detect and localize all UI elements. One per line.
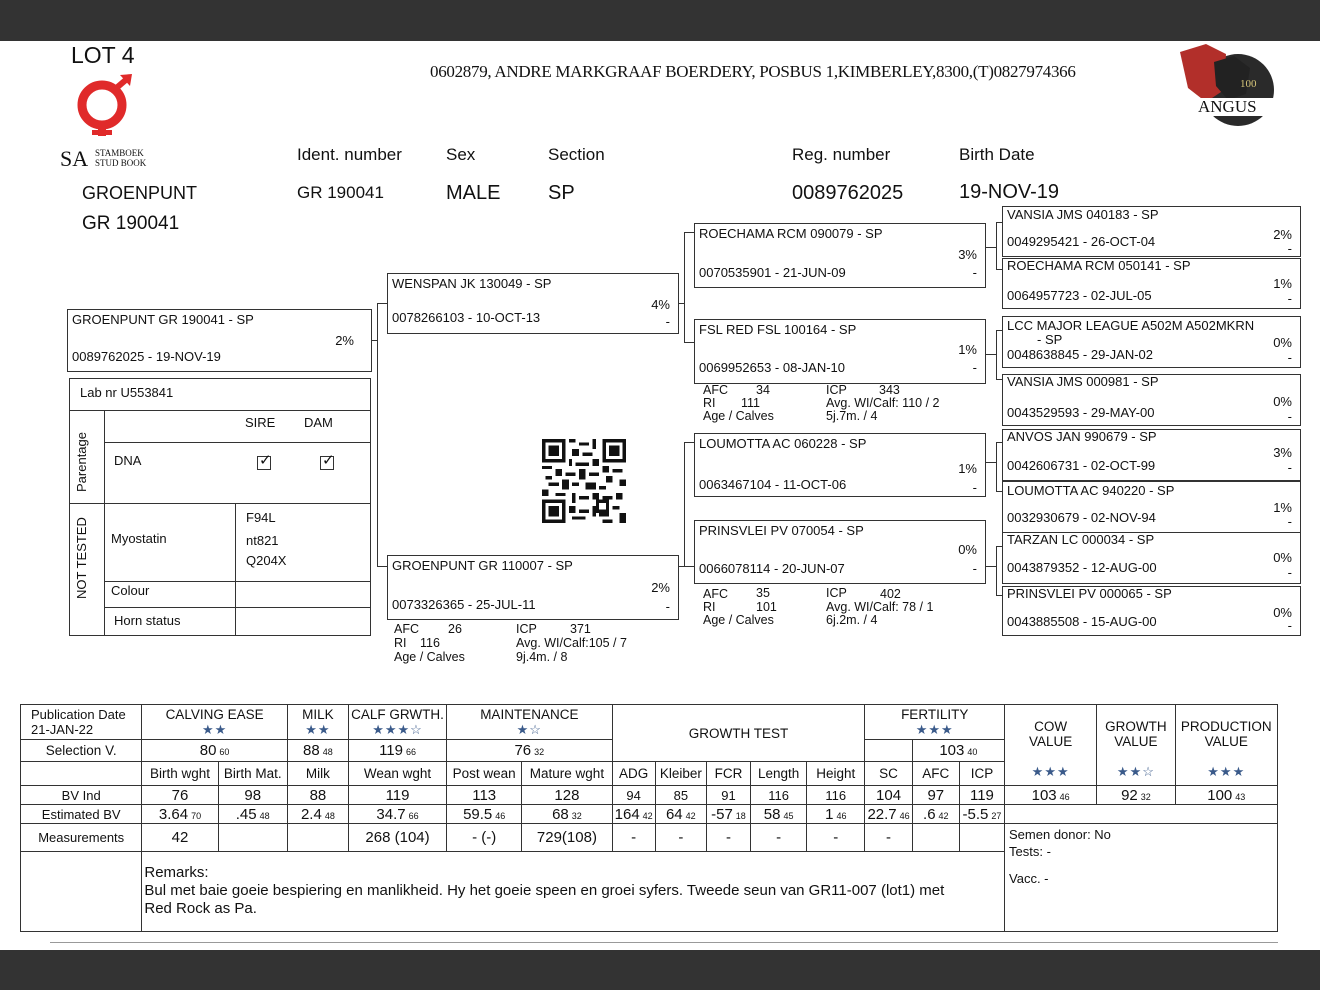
gen3-reg: 0043885508 - 15-AUG-00 (1007, 614, 1157, 629)
dam-age: 9j.4m. / 8 (516, 650, 568, 664)
gen3-pct: 0% (1273, 605, 1292, 620)
calving-ease-stars-icon: ★★ (201, 722, 228, 737)
bv-ind-value: 119 (349, 786, 447, 805)
dam-afc-label: AFC (394, 622, 419, 636)
sa-studbook-logo (60, 72, 160, 172)
maint-sv: 76 32 (447, 740, 613, 762)
gen3-name: PRINSVLEI PV 000065 - SP (1007, 586, 1172, 601)
dd-icp-label: ICP (826, 586, 847, 600)
dam-wi: Avg. WI/Calf:105 / 7 (516, 636, 627, 650)
gen3-reg: 0042606731 - 02-OCT-99 (1007, 458, 1156, 473)
measurement-value (912, 824, 959, 852)
ebv-value: 34.7 66 (349, 805, 447, 824)
calf-growth-label: CALF GRWTH. (351, 707, 444, 722)
horn-status-label: Horn status (114, 613, 181, 628)
publication-label: Publication Date (31, 707, 126, 722)
bv-ind-value: 85 (655, 786, 706, 805)
growth-value-stars-icon: ★★☆ (1116, 764, 1155, 779)
measurement-value (287, 824, 348, 852)
remarks-empty (21, 852, 142, 932)
myostatin-f94l: F94L (246, 510, 276, 525)
gen3-dash: - (1287, 618, 1292, 633)
ss-pct: 3% (958, 247, 977, 262)
sex-value: MALE (446, 182, 501, 204)
dam-name: GROENPUNT GR 110007 - SP (392, 558, 573, 573)
value-empty (1005, 805, 1278, 824)
bottom-bar (0, 950, 1320, 990)
gen3-reg: 0049295421 - 26-OCT-04 (1007, 234, 1156, 249)
sd-age-label: Age / Calves (703, 409, 774, 423)
gen3-dash: - (1287, 409, 1292, 424)
sd-reg: 0069952653 - 08-JAN-10 (699, 360, 845, 375)
calving-ease-header (142, 705, 287, 740)
dna-label: DNA (114, 453, 142, 468)
gen3-dash: - (1287, 565, 1292, 580)
trait-header: ADG (612, 762, 655, 786)
pedigree-dam[interactable] (387, 555, 679, 620)
reg-header: Reg. number (792, 145, 891, 164)
sd-dash: - (972, 360, 977, 375)
bv-ind-value: 91 (706, 786, 750, 805)
gen3-name: VANSIA JMS 000981 - SP (1007, 374, 1159, 389)
ebv-value: -5.5 27 (959, 805, 1004, 824)
fert-sv: 103 40 (912, 740, 1004, 762)
sire-reg: 0078266103 - 10-OCT-13 (392, 310, 541, 325)
bv-ind-label: BV Ind (21, 786, 142, 805)
production-value-label: PRODUCTION (1180, 719, 1272, 734)
gen3-name: LCC MAJOR LEAGUE A502M A502MKRN (1007, 318, 1255, 333)
trait-header: Height (807, 762, 865, 786)
dam-afc: 26 (448, 622, 462, 636)
milk-sv: 88 48 (287, 740, 348, 762)
semen-tests-cell (1005, 824, 1278, 932)
fertility-label: FERTILITY (901, 707, 969, 722)
measurements-label: Measurements (21, 824, 142, 852)
production-value-header (1175, 705, 1277, 786)
bv-ind-value: 76 (142, 786, 218, 805)
bv-ind-value: 119 (959, 786, 1004, 805)
measurement-value (218, 824, 287, 852)
ident-value: GR 190041 (297, 183, 384, 202)
myostatin-label: Myostatin (111, 531, 167, 546)
reg-value: 0089762025 (792, 182, 904, 204)
gen3-name: ANVOS JAN 990679 - SP (1007, 429, 1157, 444)
sd-wi: Avg. WI/Calf: 110 / 2 (826, 396, 940, 410)
dam-reg: 0073326365 - 25-JUL-11 (392, 597, 536, 612)
ebv-value: -57 18 (706, 805, 750, 824)
vaccination: Vacc. - (1009, 871, 1049, 886)
colour-label: Colour (111, 583, 150, 598)
owner-info: 0602879, ANDRE MARKGRAAF BOERDERY, POSBUS 1,KIMBERLEY,8300,(T)0827974366 (430, 62, 1076, 81)
dna-sire-checkbox-icon (257, 456, 271, 470)
pedigree-sire[interactable] (387, 273, 679, 334)
trait-header: Birth wght (142, 762, 218, 786)
qr-code-icon (540, 439, 628, 523)
subject-name: GROENPUNT GR 190041 - SP (72, 312, 254, 327)
sa-text: SA (60, 146, 89, 171)
ebv-value: .6 42 (912, 805, 959, 824)
dam-ri-label: RI (394, 636, 407, 650)
pedigree-gen3-5[interactable] (1002, 429, 1301, 481)
subject-reg: 0089762025 - 19-NOV-19 (72, 349, 221, 364)
growth-value-header (1097, 705, 1175, 786)
pedigree-gen3-2[interactable] (1002, 258, 1301, 309)
gen3-name-cont: - SP (1037, 332, 1063, 347)
subject-pct: 2% (335, 333, 354, 348)
lab-panel (69, 378, 371, 636)
remarks-cell (142, 852, 1005, 932)
trait-header: SC (865, 762, 912, 786)
birth-header: Birth Date (959, 145, 1035, 164)
measurement-value: 268 (104) (349, 824, 447, 852)
lot-label: LOT 4 (71, 42, 135, 68)
sex-header: Sex (446, 145, 476, 164)
dna-dam-checkbox-icon (320, 456, 334, 470)
ebv-value: 22.7 46 (865, 805, 912, 824)
ebv-value: .45 48 (218, 805, 287, 824)
cow-value-stars-icon: ★★★ (1031, 764, 1070, 779)
bv-ind-value: 98 (218, 786, 287, 805)
bv-ind-row (21, 786, 1278, 805)
gen3-pct: 0% (1273, 550, 1292, 565)
maintenance-stars-icon: ★☆ (516, 722, 542, 737)
bv-ind-value: 104 (865, 786, 912, 805)
sire-dash: - (665, 314, 670, 329)
section-value: SP (548, 182, 575, 204)
ebv-value: 68 32 (522, 805, 612, 824)
trait-header-empty (21, 762, 142, 786)
angus-text: ANGUS (1198, 97, 1257, 116)
sd-name: FSL RED FSL 100164 - SP (699, 322, 857, 337)
bv-ind-value: 97 (912, 786, 959, 805)
stamboek-text: STAMBOEK (95, 148, 144, 158)
trait-header: Milk (287, 762, 348, 786)
trait-header: Birth Mat. (218, 762, 287, 786)
sd-icp: 343 (879, 383, 900, 397)
calving-sv: 80 60 (142, 740, 287, 762)
gen3-reg: 0048638845 - 29-JAN-02 (1007, 347, 1153, 362)
angus-100-badge: 100 (1240, 78, 1257, 90)
gen3-pct: 1% (1273, 500, 1292, 515)
sd-afc: 34 (756, 383, 770, 397)
ds-pct: 1% (958, 461, 977, 476)
bv-ind-value: 113 (447, 786, 522, 805)
tests: Tests: - (1009, 844, 1051, 859)
ss-name: ROECHAMA RCM 090079 - SP (699, 226, 883, 241)
gen3-reg: 0043879352 - 12-AUG-00 (1007, 560, 1157, 575)
bv-ind-value: 116 (751, 786, 807, 805)
animal-name: GROENPUNT (82, 183, 198, 203)
production-value-label2: VALUE (1204, 734, 1248, 749)
sire-col-header: SIRE (245, 415, 276, 430)
bv-ind-value: 94 (612, 786, 655, 805)
sd-age: 5j.7m. / 4 (826, 409, 878, 423)
dd-pct: 0% (958, 542, 977, 557)
trait-header: Wean wght (349, 762, 447, 786)
bv-ind-value: 88 (287, 786, 348, 805)
bv-ind-value: 128 (522, 786, 612, 805)
gen3-dash: - (1287, 241, 1292, 256)
ss-reg: 0070535901 - 21-JUN-09 (699, 265, 846, 280)
ds-name: LOUMOTTA AC 060228 - SP (699, 436, 867, 451)
pedigree-gen3-8[interactable] (1002, 586, 1301, 636)
dd-reg: 0066078114 - 20-JUN-07 (699, 561, 845, 576)
pedigree-sire-dam[interactable] (694, 319, 986, 384)
ebv-value: 64 42 (655, 805, 706, 824)
cow-value-label: COW (1034, 719, 1068, 734)
calf-growth-stars-icon: ★★★☆ (372, 722, 423, 737)
sire-name: WENSPAN JK 130049 - SP (392, 276, 552, 291)
gen3-reg: 0064957723 - 02-JUL-05 (1007, 288, 1152, 303)
footer-divider (50, 942, 1278, 943)
ds-reg: 0063467104 - 11-OCT-06 (699, 477, 847, 492)
selection-v-label: Selection V. (21, 740, 142, 762)
dd-age-label: Age / Calves (703, 613, 774, 627)
milk-stars-icon: ★★ (305, 722, 331, 737)
measurement-value: - (655, 824, 706, 852)
measurement-value: - (751, 824, 807, 852)
calf-sv: 119 66 (349, 740, 447, 762)
gen3-pct: 2% (1273, 227, 1292, 242)
calf-growth-header (349, 705, 447, 740)
measurement-value: - (865, 824, 912, 852)
cow-value-label2: VALUE (1029, 734, 1073, 749)
parentage-label: Parentage (74, 432, 89, 492)
fertility-stars-icon: ★★★ (915, 722, 954, 737)
remarks-text: Bul met baie goeie bespiering en manlikheid. Hy het goeie speen en groei syfers. Tweede seun van GR11-007 (lot1) met Red Rock as Pa. (144, 882, 945, 917)
gen3-dash: - (1287, 460, 1292, 475)
maintenance-label: MAINTENANCE (480, 707, 579, 722)
dd-age: 6j.2m. / 4 (826, 613, 878, 627)
milk-label: MILK (302, 707, 334, 722)
trait-header: ICP (959, 762, 1004, 786)
myostatin-q204x: Q204X (246, 553, 287, 568)
production-value: 100 43 (1175, 786, 1277, 805)
dd-wi: Avg. WI/Calf: 78 / 1 (826, 600, 934, 614)
angus-cattle-icon (1176, 42, 1276, 132)
gen3-reg: 0043529593 - 29-MAY-00 (1007, 405, 1155, 420)
dd-name: PRINSVLEI PV 070054 - SP (699, 523, 864, 538)
measurement-value: - (-) (447, 824, 522, 852)
top-bar (0, 0, 1320, 41)
ebv-value: 58 45 (751, 805, 807, 824)
gen3-dash: - (1287, 350, 1292, 365)
bv-ind-value: 116 (807, 786, 865, 805)
calving-ease-label: CALVING EASE (165, 707, 264, 722)
dam-icp: 371 (570, 622, 591, 636)
pedigree-gen3-4[interactable] (1002, 374, 1301, 426)
pedigree-subject (67, 309, 372, 372)
remarks-label: Remarks: (144, 864, 209, 881)
myostatin-nt821: nt821 (246, 533, 279, 548)
studbook-text: STUD BOOK (95, 158, 147, 168)
measurement-value: - (706, 824, 750, 852)
dd-ri-label: RI (703, 600, 716, 614)
ebv-value: 2.4 48 (287, 805, 348, 824)
dam-icp-label: ICP (516, 622, 537, 636)
pedigree-gen3-6[interactable] (1002, 481, 1301, 533)
dam-age-label: Age / Calves (394, 650, 465, 664)
lab-number: Lab nr U553841 (80, 385, 174, 400)
section-header: Section (548, 145, 605, 164)
ebv-row (21, 805, 1278, 824)
sire-pct: 4% (651, 297, 670, 312)
growth-test-header: GROWTH TEST (612, 705, 865, 762)
pedigree-sire-sire[interactable] (694, 223, 986, 288)
measurement-value: - (807, 824, 865, 852)
gen3-pct: 0% (1273, 335, 1292, 350)
studbook-symbol-icon (70, 72, 150, 142)
gen3-name: ROECHAMA RCM 050141 - SP (1007, 258, 1191, 273)
measurements-row (21, 824, 1278, 852)
dam-col-header: DAM (304, 415, 333, 430)
fertility-header (865, 705, 1005, 740)
trait-header: Post wean (447, 762, 522, 786)
ident-header: Ident. number (297, 145, 402, 164)
sd-ri: 111 (741, 396, 761, 410)
dam-ri: 116 (420, 636, 440, 650)
growth-value-label2: VALUE (1114, 734, 1158, 749)
trait-header: AFC (912, 762, 959, 786)
gen3-pct: 0% (1273, 394, 1292, 409)
gen3-name: LOUMOTTA AC 940220 - SP (1007, 483, 1175, 498)
ds-dash: - (972, 480, 977, 495)
gen3-reg: 0032930679 - 02-NOV-94 (1007, 510, 1156, 525)
dam-pct: 2% (651, 580, 670, 595)
dd-dash: - (972, 561, 977, 576)
trait-header: FCR (706, 762, 750, 786)
pedigree-gen3-1[interactable] (1002, 206, 1301, 257)
sd-pct: 1% (958, 342, 977, 357)
semen-donor: Semen donor: No (1009, 827, 1111, 842)
gen3-name: VANSIA JMS 040183 - SP (1007, 207, 1159, 222)
pedigree-gen3-3[interactable] (1002, 316, 1301, 368)
animal-ident: GR 190041 (82, 213, 180, 234)
ebv-value: 164 42 (612, 805, 655, 824)
dd-afc-label: AFC (703, 587, 728, 601)
maintenance-header (447, 705, 613, 740)
measurement-value: 729(108) (522, 824, 612, 852)
sd-icp-label: ICP (826, 383, 847, 397)
dd-ri: 101 (756, 600, 777, 614)
birth-value: 19-NOV-19 (959, 181, 1060, 203)
sd-afc-label: AFC (703, 383, 728, 397)
publication-cell (21, 705, 142, 740)
breeding-values-table (20, 704, 1278, 932)
cow-value: 103 46 (1005, 786, 1097, 805)
pedigree-gen3-7[interactable] (1002, 532, 1301, 584)
ebv-value: 3.64 70 (142, 805, 218, 824)
angus-logo (1176, 42, 1276, 132)
ss-dash: - (972, 265, 977, 280)
not-tested-label: NOT TESTED (74, 517, 89, 599)
gen3-pct: 1% (1273, 276, 1292, 291)
dam-dash: - (665, 599, 670, 614)
production-value-stars-icon: ★★★ (1207, 764, 1246, 779)
dd-afc: 35 (756, 586, 770, 600)
gen3-dash: - (1287, 514, 1292, 529)
cow-value-header (1005, 705, 1097, 786)
measurement-value: - (612, 824, 655, 852)
measurement-value: 42 (142, 824, 218, 852)
growth-value: 92 32 (1097, 786, 1175, 805)
ebv-value: 59.5 46 (447, 805, 522, 824)
growth-value-label: GROWTH (1105, 719, 1167, 734)
gen3-dash: - (1287, 291, 1292, 306)
trait-header: Mature wght (522, 762, 612, 786)
ebv-value: 1 46 (807, 805, 865, 824)
pedigree-dam-dam[interactable] (694, 520, 986, 584)
dd-icp: 402 (880, 587, 901, 601)
trait-header: Kleiber (655, 762, 706, 786)
gen3-pct: 3% (1273, 445, 1292, 460)
sd-ri-label: RI (703, 396, 716, 410)
milk-header (287, 705, 348, 740)
trait-header: Length (751, 762, 807, 786)
fert-sv-empty (865, 740, 912, 762)
ebv-label: Estimated BV (21, 805, 142, 824)
publication-date: 21-JAN-22 (31, 722, 94, 737)
pedigree-dam-sire[interactable] (694, 433, 986, 497)
gen3-name: TARZAN LC 000034 - SP (1007, 532, 1155, 547)
measurement-value (959, 824, 1004, 852)
